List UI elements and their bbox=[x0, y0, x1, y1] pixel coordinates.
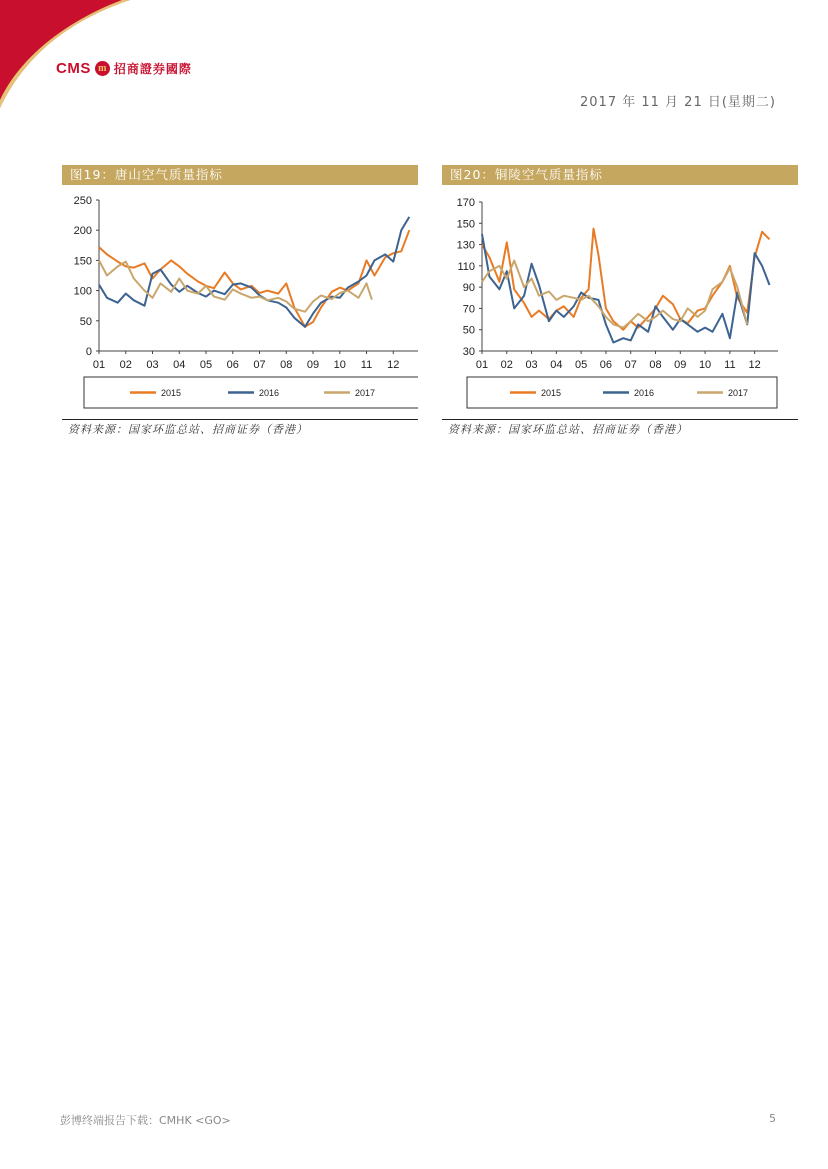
page-number: 5 bbox=[769, 1112, 776, 1125]
x-tick-label: 07 bbox=[624, 359, 637, 371]
x-tick-label: 09 bbox=[674, 359, 687, 371]
company-logo bbox=[56, 60, 192, 77]
chart-title: 图19：唐山空气质量指标 bbox=[62, 165, 418, 185]
y-tick-label: 110 bbox=[457, 260, 475, 273]
x-tick-label: 05 bbox=[199, 359, 213, 371]
x-tick-label: 01 bbox=[92, 359, 106, 371]
logo-company-name: 招商證券國際 bbox=[113, 62, 192, 76]
y-tick-label: 30 bbox=[462, 346, 475, 358]
y-tick-label: 50 bbox=[462, 324, 475, 337]
y-tick-label: 250 bbox=[73, 195, 92, 207]
footer-download-text: 彭博终端报告下载：CMHK <GO> bbox=[60, 1114, 231, 1127]
report-date: 2017 年 11 月 21 日(星期二) bbox=[580, 95, 776, 110]
x-tick-label: 11 bbox=[724, 359, 736, 371]
x-tick-label: 12 bbox=[748, 359, 761, 371]
legend-label-2015: 2015 bbox=[541, 388, 562, 398]
x-tick-label: 04 bbox=[173, 359, 186, 371]
divider-line bbox=[62, 419, 418, 420]
y-tick-label: 90 bbox=[462, 282, 475, 295]
chart-title: 图20：铜陵空气质量指标 bbox=[442, 165, 798, 185]
x-tick-label: 04 bbox=[550, 359, 563, 371]
logo-cms-text: CMS bbox=[56, 60, 91, 77]
x-tick-label: 06 bbox=[599, 359, 613, 371]
legend-label-2015: 2015 bbox=[161, 388, 182, 398]
y-tick-label: 150 bbox=[456, 218, 475, 231]
x-tick-label: 10 bbox=[333, 359, 346, 371]
legend-label-2016: 2016 bbox=[634, 388, 655, 398]
y-tick-label: 70 bbox=[462, 303, 475, 316]
legend-label-2017: 2017 bbox=[355, 388, 376, 398]
chart-panel-tongling bbox=[442, 165, 798, 437]
x-tick-label: 08 bbox=[649, 359, 662, 371]
x-tick-label: 10 bbox=[698, 359, 712, 371]
x-tick-label: 02 bbox=[119, 359, 132, 371]
x-tick-label: 05 bbox=[575, 359, 588, 371]
x-tick-label: 06 bbox=[226, 359, 239, 371]
x-tick-label: 07 bbox=[253, 359, 266, 371]
x-tick-label: 01 bbox=[475, 359, 489, 371]
x-tick-label: 09 bbox=[306, 359, 320, 371]
y-tick-label: 200 bbox=[73, 225, 92, 238]
chart-source: 资料来源：国家环监总站、招商证券（香港） bbox=[448, 423, 688, 436]
x-tick-label: 12 bbox=[387, 359, 400, 371]
y-tick-label: 130 bbox=[456, 239, 475, 252]
chart-tangshan bbox=[62, 185, 418, 417]
x-tick-label: 11 bbox=[360, 359, 373, 371]
series-line-2015 bbox=[482, 229, 770, 330]
chart-tongling bbox=[442, 185, 784, 417]
x-tick-label: 03 bbox=[525, 359, 538, 371]
legend-label-2017: 2017 bbox=[728, 388, 749, 398]
divider-line bbox=[442, 419, 798, 420]
y-tick-label: 150 bbox=[73, 255, 92, 268]
y-tick-label: 100 bbox=[73, 285, 92, 298]
x-tick-label: 08 bbox=[280, 359, 293, 371]
legend-label-2016: 2016 bbox=[259, 388, 280, 398]
series-line-2017 bbox=[482, 261, 747, 328]
y-tick-label: 170 bbox=[456, 197, 475, 209]
chart-panel-tangshan bbox=[62, 165, 418, 437]
logo-mark-icon: m bbox=[95, 61, 110, 76]
chart-source: 资料来源：国家环监总站、招商证券（香港） bbox=[68, 423, 308, 436]
x-tick-label: 02 bbox=[500, 359, 513, 371]
y-tick-label: 0 bbox=[85, 346, 92, 358]
y-tick-label: 50 bbox=[79, 315, 92, 328]
x-tick-label: 03 bbox=[146, 359, 159, 371]
